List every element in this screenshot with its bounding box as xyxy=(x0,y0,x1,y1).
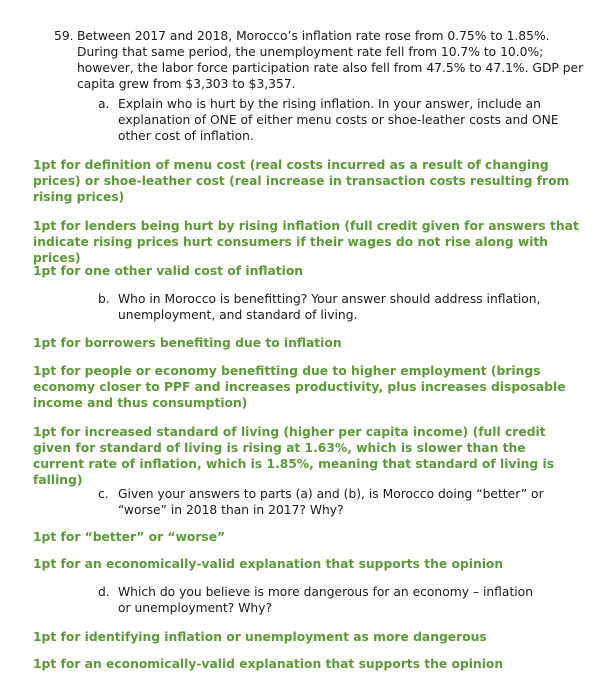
rubric-d-2: 1pt for an economically-valid explanation that supports the opinion xyxy=(33,657,504,671)
part-b xyxy=(98,291,548,323)
part-a-prompt: Explain who is hurt by the rising inflation. In your answer, include an explanation of ONE of either menu costs or shoe-leather costs and ONE other cost of inflation. xyxy=(118,97,559,143)
part-d-letter: d. xyxy=(98,585,110,599)
rubric-a-3: 1pt for one other valid cost of inflation xyxy=(33,264,304,278)
rubric-c-2: 1pt for an economically-valid explanation that supports the opinion xyxy=(33,557,504,571)
rubric-a-2: 1pt for lenders being hurt by rising inflation (full credit given for answers that indicate rising prices hurt consumers if their wages do not rise along with prices) xyxy=(33,219,579,265)
question-number: 59. xyxy=(54,29,74,43)
question-59 xyxy=(54,28,584,92)
part-b-prompt: Who in Morocco is benefitting? Your answer should address inflation, unemployment, and standard of living. xyxy=(118,292,541,322)
rubric-b-2: 1pt for people or economy benefitting due to higher employment (brings economy closer to PPF and increases productivity, plus increases disposable income and thus consumption) xyxy=(33,364,566,410)
question-stem: Between 2017 and 2018, Morocco’s inflation rate rose from 0.75% to 1.85%. During that same period, the unemployment rate fell from 10.7% to 10.0%; however, the labor force participation rate also fell from 47.5% to 47.1%. GDP per capita grew from $3,303 to $3,357. xyxy=(77,29,584,91)
rubric-d-1: 1pt for identifying inflation or unemployment as more dangerous xyxy=(33,630,487,644)
part-b-letter: b. xyxy=(98,292,110,306)
part-d xyxy=(98,584,548,616)
part-a xyxy=(98,96,584,144)
part-c-letter: c. xyxy=(98,487,109,501)
part-d-prompt: Which do you believe is more dangerous for an economy – inflation or unemployment? Why? xyxy=(118,585,534,615)
rubric-b-1: 1pt for borrowers benefiting due to inflation xyxy=(33,336,342,350)
part-c-prompt: Given your answers to parts (a) and (b), is Morocco doing “better” or “worse” in 2018 than in 2017? Why? xyxy=(118,487,544,517)
part-a-letter: a. xyxy=(98,97,110,111)
rubric-b-3: 1pt for increased standard of living (higher per capita income) (full credit given for standard of living is rising at 1.63%, which is slower than the current rate of inflation, which is 1.85%, meaning that standard of living is falling) xyxy=(33,425,555,487)
rubric-a-1: 1pt for definition of menu cost (real costs incurred as a result of changing prices) or shoe-leather cost (real increase in transaction costs resulting from rising prices) xyxy=(33,158,570,204)
rubric-c-1: 1pt for “better” or “worse” xyxy=(33,530,226,544)
part-c xyxy=(98,486,584,518)
